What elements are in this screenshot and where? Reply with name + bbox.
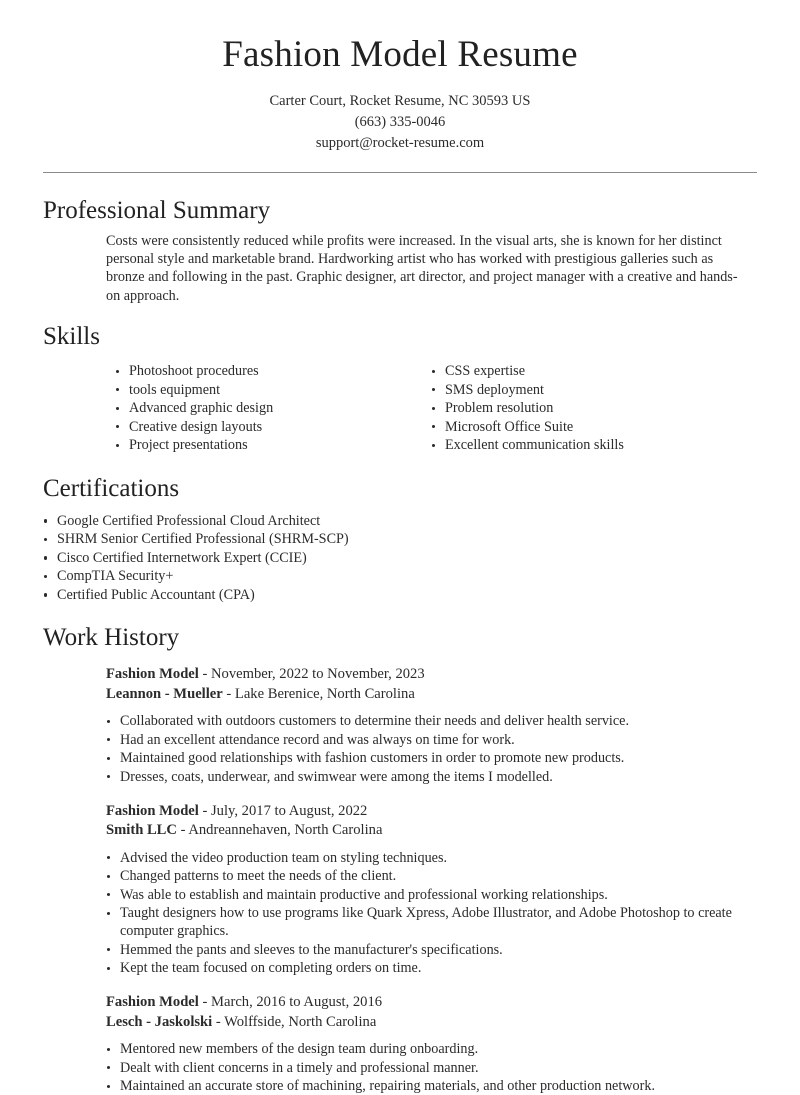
list-item: Kept the team focused on completing orders on time. xyxy=(106,959,754,977)
list-item: Mentored new members of the design team during onboarding. xyxy=(106,1040,754,1058)
certifications-list xyxy=(43,512,643,604)
job-bullets xyxy=(106,712,754,786)
section-certifications xyxy=(0,473,800,604)
list-item: Changed patterns to meet the needs of the client. xyxy=(106,867,754,885)
list-item: tools equipment xyxy=(115,381,431,399)
list-item: Collaborated with outdoors customers to determine their needs and deliver health service. xyxy=(106,712,754,730)
job-role: Fashion Model xyxy=(106,666,199,683)
job-dates: - March, 2016 to August, 2016 xyxy=(198,994,383,1011)
job-location: - Lake Berenice, North Carolina xyxy=(222,685,415,702)
job-role: Fashion Model xyxy=(106,994,199,1011)
work-history-entries xyxy=(43,665,757,1095)
job-role: Fashion Model xyxy=(106,802,199,819)
header-divider xyxy=(43,172,757,173)
section-heading-summary: Professional Summary xyxy=(43,196,271,224)
job-dates: - July, 2017 to August, 2022 xyxy=(198,802,368,819)
skills-list-left xyxy=(115,362,431,454)
list-item: Cisco Certified Internetwork Expert (CCIE) xyxy=(43,549,643,567)
list-item: CSS expertise xyxy=(431,362,747,380)
skills-column-left xyxy=(115,354,431,455)
list-item: Problem resolution xyxy=(431,399,747,417)
job-title-line xyxy=(106,993,757,1013)
job-location: - Wolffside, North Carolina xyxy=(212,1013,377,1030)
skills-list-right xyxy=(431,362,747,454)
contact-phone: (663) 335-0046 xyxy=(354,113,446,130)
job-bullets xyxy=(106,849,754,978)
list-item: Creative design layouts xyxy=(115,418,431,436)
list-item: Microsoft Office Suite xyxy=(431,418,747,436)
list-item: Hemmed the pants and sleeves to the manufacturer's specifications. xyxy=(106,941,754,959)
list-item: CompTIA Security+ xyxy=(43,567,643,585)
job-dates: - November, 2022 to November, 2023 xyxy=(198,666,425,683)
list-item: Maintained good relationships with fashion customers in order to promote new products. xyxy=(106,749,754,767)
list-item: SMS deployment xyxy=(431,381,747,399)
contact-email: support@rocket-resume.com xyxy=(315,134,485,151)
list-item: Excellent communication skills xyxy=(431,436,747,454)
list-item: Advanced graphic design xyxy=(115,399,431,417)
job-title-line xyxy=(106,802,757,822)
skills-columns xyxy=(115,354,757,455)
job-location: - Andreannehaven, North Carolina xyxy=(176,822,383,839)
job-entry xyxy=(106,802,757,978)
job-employer-line xyxy=(106,821,757,841)
job-entry xyxy=(106,665,757,786)
job-title-line xyxy=(106,665,757,685)
list-item: Was able to establish and maintain productive and professional working relationships. xyxy=(106,886,754,904)
list-item: Dresses, coats, underwear, and swimwear were among the items I modelled. xyxy=(106,768,754,786)
list-item: SHRM Senior Certified Professional (SHRM-SCP) xyxy=(43,530,643,548)
section-heading-work-history: Work History xyxy=(43,623,180,651)
list-item: Certified Public Accountant (CPA) xyxy=(43,586,643,604)
list-item: Had an excellent attendance record and was always on time for work. xyxy=(106,731,754,749)
list-item: Maintained an accurate store of machining, repairing materials, and other production network. xyxy=(106,1077,754,1095)
skills-column-right xyxy=(431,354,747,455)
job-bullets xyxy=(106,1040,754,1095)
list-item: Photoshoot procedures xyxy=(115,362,431,380)
section-skills xyxy=(0,321,800,455)
section-work-history xyxy=(0,622,800,1095)
summary-paragraph: Costs were consistently reduced while profits were increased. In the visual arts, she is known for her distinct personal style and marketable brand. Hardworking artist who has worked with prestigious galleries such as bronze and following in the past. Graphic designer, art director, and project manager with a creative and hands-on approach. xyxy=(106,232,738,304)
contact-address: Carter Court, Rocket Resume, NC 30593 US xyxy=(269,92,531,109)
job-employer: Leannon - Mueller xyxy=(106,685,223,702)
job-employer: Smith LLC xyxy=(106,822,177,839)
job-employer-line xyxy=(106,1013,757,1033)
section-professional-summary xyxy=(0,195,800,305)
section-heading-certifications: Certifications xyxy=(43,474,180,502)
job-entry xyxy=(106,993,757,1095)
page-title: Fashion Model Resume xyxy=(222,34,578,75)
job-employer: Lesch - Jaskolski xyxy=(106,1013,213,1030)
section-heading-skills: Skills xyxy=(43,322,100,350)
list-item: Google Certified Professional Cloud Architect xyxy=(43,512,643,530)
list-item: Advised the video production team on styling techniques. xyxy=(106,849,754,867)
list-item: Project presentations xyxy=(115,436,431,454)
list-item: Dealt with client concerns in a timely and professional manner. xyxy=(106,1059,754,1077)
resume-header xyxy=(0,0,800,154)
list-item: Taught designers how to use programs like Quark Xpress, Adobe Illustrator, and Adobe Photoshop to create computer graphics. xyxy=(106,904,754,940)
job-employer-line xyxy=(106,685,757,705)
